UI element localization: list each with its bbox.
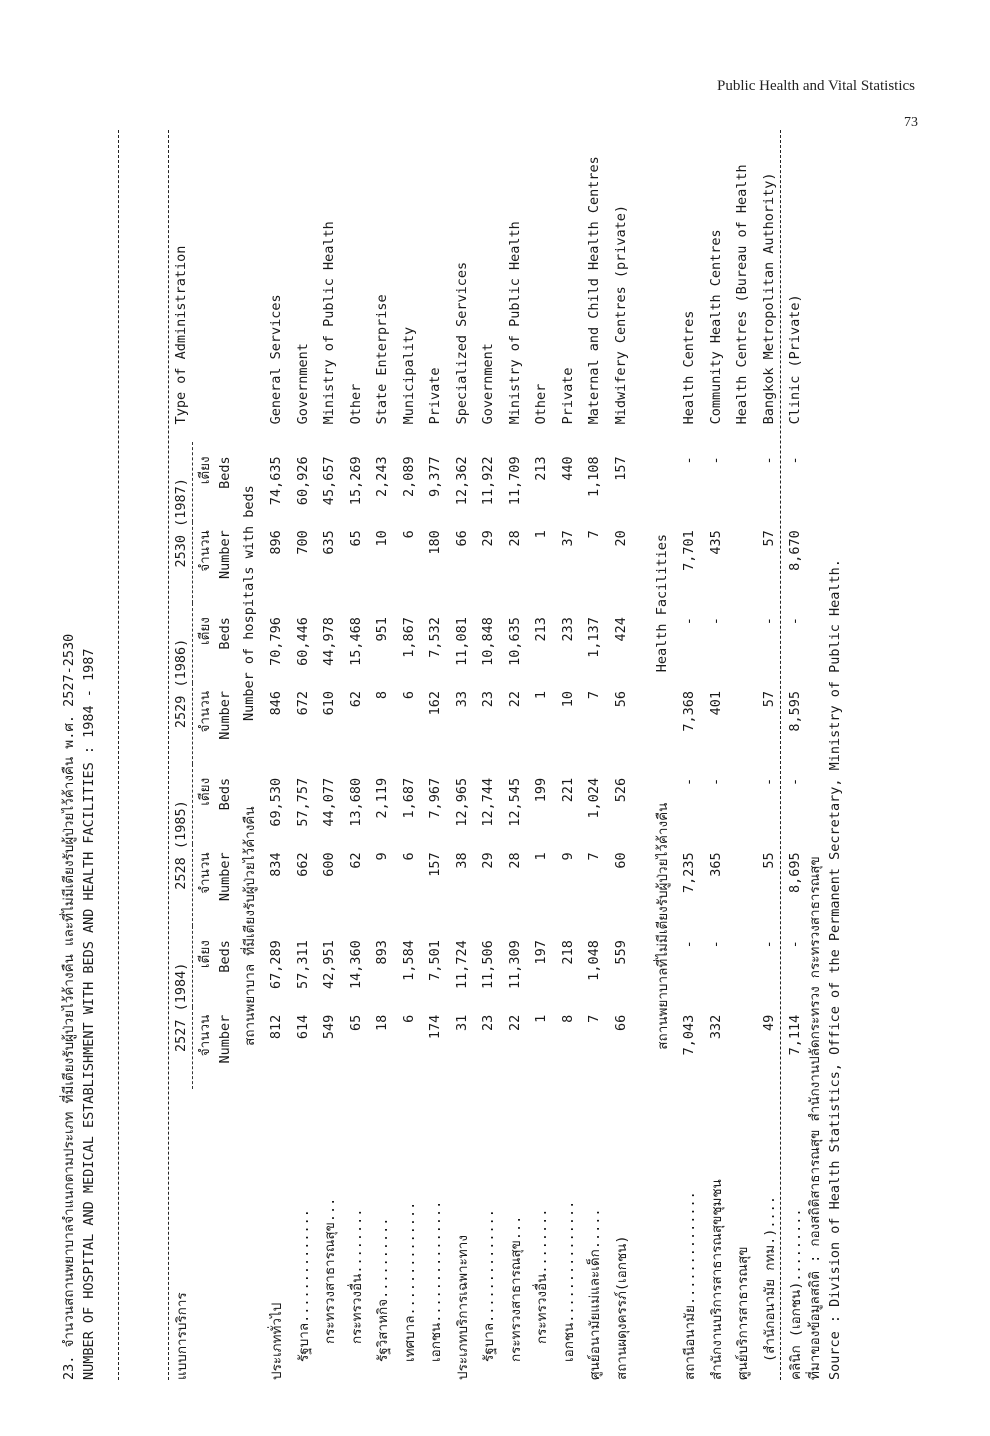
table-cell: 20	[612, 530, 629, 547]
table-cell: -	[707, 777, 724, 786]
table-cell: 424	[612, 617, 629, 642]
table-cell: 57	[760, 530, 777, 547]
table-cell: 896	[268, 530, 285, 555]
table-row	[502, 120, 529, 1380]
table-cell: 2,089	[400, 456, 417, 498]
table-row	[676, 120, 703, 1380]
table-cell: 18	[374, 1014, 391, 1031]
header-beds-thai: เตียง	[197, 617, 213, 645]
table-row	[396, 120, 423, 1380]
table-cell: 8,695	[787, 852, 804, 893]
table-row	[422, 120, 449, 1380]
row-label-thai: กระทรวงสาธารณสุข...	[322, 1197, 339, 1344]
table-cell: 834	[268, 852, 285, 877]
header-number-thai: จำนวน	[197, 1014, 213, 1057]
table-cell	[729, 603, 756, 683]
table-row	[343, 120, 370, 1380]
header-number-thai: จำนวน	[197, 530, 213, 572]
table-cell: 162	[427, 690, 444, 716]
table-cell: 7,532	[427, 617, 444, 658]
table-title	[60, 140, 100, 1380]
table-cell: 614	[294, 1014, 311, 1040]
table-cell: 812	[268, 1014, 285, 1040]
rotated-table-page	[60, 120, 860, 1380]
table-cell: 15,468	[347, 617, 364, 666]
table-cell: 221	[559, 777, 576, 803]
table-cell: -	[681, 456, 698, 465]
table-cell: 1,108	[586, 456, 603, 498]
table-cell: 846	[268, 690, 285, 716]
row-label-english: Health Centres (Bureau of Health	[734, 164, 751, 425]
table-cell: 1,867	[400, 617, 417, 658]
table-cell: 11,922	[480, 456, 497, 506]
table-cell: 33	[453, 690, 470, 708]
header-year: 2527 (1984)	[170, 926, 193, 1088]
table-cell: 62	[347, 690, 364, 708]
table-cell: 365	[707, 852, 724, 877]
table-cell: 435	[707, 530, 724, 555]
table-cell: 600	[321, 852, 338, 877]
table-cell: -	[760, 456, 777, 465]
table-cell: 6	[400, 690, 417, 700]
header-blank	[193, 1089, 216, 1380]
header-blank	[193, 120, 216, 442]
table-row	[555, 120, 582, 1380]
header-year: 2529 (1986)	[170, 603, 193, 764]
table-cell: -	[707, 617, 724, 626]
header-beds-thai: เตียง	[197, 456, 213, 485]
table-cell: 7	[586, 852, 603, 861]
table-row	[756, 120, 783, 1380]
table-cell: 213	[533, 456, 550, 481]
header-beds-thai: เตียง	[197, 940, 213, 969]
table-cell: 60,926	[294, 456, 311, 506]
table-cell: 23	[480, 690, 497, 708]
section-label-thai: สถานพยาบาล ที่มีเตียงรับผู้ป่วยไว้ค้างคืน	[242, 806, 258, 1046]
row-label-thai: คลินิก (เอกชน).........	[788, 1208, 805, 1380]
table-cell: 66	[612, 1014, 629, 1031]
table-cell: 38	[453, 852, 470, 869]
header-beds-thai: เตียง	[197, 777, 213, 806]
table-cell: 2,243	[374, 456, 391, 498]
table-cell: 559	[612, 940, 629, 965]
table-cell: 8,595	[787, 690, 804, 732]
row-label-english: Municipality	[400, 326, 417, 425]
table-cell: -	[707, 456, 724, 465]
table-cell	[729, 683, 756, 764]
row-label-english: Community Health Centres	[707, 229, 724, 425]
table-cell: -	[787, 617, 804, 626]
row-label-english: General Services	[268, 294, 285, 425]
table-cell: 49	[760, 1014, 777, 1031]
table-cell: 10	[559, 690, 576, 708]
table-cell: 6	[400, 852, 417, 861]
table-cell: 610	[321, 690, 338, 716]
table-row	[316, 120, 343, 1380]
table-cell: 29	[480, 852, 497, 869]
table-cell: 12,362	[453, 456, 470, 506]
table-cell	[729, 1007, 756, 1089]
table-cell: 11,309	[506, 940, 523, 989]
table-cell: 1	[533, 852, 550, 861]
header-year: 2528 (1985)	[170, 764, 193, 926]
row-label-thai: สำนักงานบริการสาธารณสุขชุมชน	[708, 1179, 725, 1380]
table-cell: -	[760, 940, 777, 949]
table-cell: 1,687	[400, 777, 417, 819]
row-label-thai: เอกชน...............	[428, 1200, 445, 1362]
header-years-row	[170, 120, 193, 1380]
row-label-english: Ministry of Public Health	[506, 221, 523, 425]
table-cell: 28	[506, 530, 523, 547]
table-cell: 8,670	[787, 530, 804, 571]
table-cell: 6	[400, 1014, 417, 1023]
table-cell: -	[787, 456, 804, 465]
row-label-thai: เอกชน...............	[560, 1200, 577, 1362]
row-label-thai: ประเภทบริการเฉพาะทาง	[454, 1235, 471, 1380]
table-cell: 60	[612, 852, 629, 869]
table-cell: -	[760, 777, 777, 786]
row-label-thai: เทศบาล..............	[401, 1201, 418, 1362]
table-cell: 57	[760, 690, 777, 708]
top-rule	[118, 130, 119, 1380]
header-col-english: Type of Administration	[173, 245, 190, 425]
row-label-english: Clinic (Private)	[787, 294, 804, 425]
table-cell: 218	[559, 940, 576, 965]
header-beds-english: Beds	[217, 940, 233, 973]
table-cell: 233	[559, 617, 576, 642]
row-label-thai: รัฐวิสาหกิจ..........	[375, 1217, 392, 1362]
row-label-english: Bangkok Metropolitan Authority)	[760, 172, 777, 425]
table-row	[703, 120, 730, 1380]
source-notes	[805, 559, 845, 1380]
table-cell: 23	[480, 1014, 497, 1031]
table-cell: 12,545	[506, 777, 523, 827]
table-cell: -	[681, 777, 698, 786]
table-cell: 213	[533, 617, 550, 642]
row-label-english: Other	[347, 383, 364, 425]
table-cell: 62	[347, 852, 364, 869]
table-cell: 42,951	[321, 940, 338, 989]
row-label-thai: สถานผดุงครรภ์(เอกชน)	[613, 1235, 630, 1380]
table-cell: 332	[707, 1014, 724, 1040]
spacer-row	[634, 120, 648, 1380]
title-english: NUMBER OF HOSPITAL AND MEDICAL ESTABLISHMENT WITH BEDS AND HEALTH FACILITIES : 1984 - 1987	[81, 648, 97, 1380]
row-label-english: Government	[294, 343, 311, 425]
table-cell: 44,077	[321, 777, 338, 827]
table-cell: 74,635	[268, 456, 285, 506]
header-number-english: Number	[217, 852, 233, 902]
header-number-english: Number	[217, 690, 233, 740]
header-year: 2530 (1987)	[170, 442, 193, 603]
table-cell	[729, 764, 756, 845]
section-blank	[648, 120, 676, 442]
section-blank	[235, 1089, 263, 1380]
table-cell: 1,137	[586, 617, 603, 658]
running-head: Public Health and Vital Statistics	[717, 78, 915, 94]
table-cell	[729, 926, 756, 1007]
header-sub-thai-row	[193, 120, 216, 1380]
header-number-english: Number	[217, 1014, 233, 1064]
table-cell: 12,965	[453, 777, 470, 827]
table-cell: 1	[533, 1014, 550, 1023]
table-cell: 672	[294, 690, 311, 716]
table-row	[369, 120, 396, 1380]
table-cell: 1,024	[586, 777, 603, 819]
section-blank	[235, 120, 263, 442]
row-label-thai: รัฐบาล..............	[295, 1209, 312, 1362]
header-sub-english-row	[215, 120, 235, 1380]
table-cell: 44,978	[321, 617, 338, 666]
table-row	[608, 120, 635, 1380]
header-col-thai: แบบการบริการ	[174, 1292, 191, 1380]
row-label-english: Ministry of Public Health	[321, 221, 338, 425]
table-cell: 57,311	[294, 940, 311, 989]
table-cell	[729, 844, 756, 926]
row-label-thai: (สำนักอนามัย กทม.)....	[761, 1196, 778, 1362]
header-beds-english: Beds	[217, 777, 233, 811]
table-cell: 1	[533, 530, 550, 539]
source-english: Source : Division of Health Statistics, Office of the Permanent Secretary, Ministry of Public Health.	[827, 559, 843, 1380]
table-cell: 11,724	[453, 940, 470, 989]
section-blank	[648, 1089, 676, 1380]
table-cell: 66	[453, 530, 470, 547]
table-cell: 9	[374, 852, 391, 861]
table-cell: 401	[707, 690, 724, 716]
row-label-english: Private	[559, 367, 576, 425]
table-cell: 635	[321, 530, 338, 555]
table-cell: -	[787, 777, 804, 786]
table-cell: 10,635	[506, 617, 523, 666]
table-cell: 180	[427, 530, 444, 555]
row-label-english: Health Centres	[681, 310, 698, 425]
section-label-english: Number of hospitals with beds	[241, 485, 257, 721]
row-label-thai: กระทรวงสาธารณสุข...	[507, 1215, 524, 1362]
table-cell: 7,368	[681, 690, 698, 732]
table-cell: 951	[374, 617, 391, 642]
section-label-english: Health Facilities	[654, 534, 670, 673]
table-row	[475, 120, 502, 1380]
table-cell: 56	[612, 690, 629, 708]
table-cell: 1,584	[400, 940, 417, 981]
table-cell: 526	[612, 777, 629, 803]
table-row	[729, 120, 756, 1380]
row-label-thai: รัฐบาล..............	[481, 1209, 498, 1362]
table-cell: 662	[294, 852, 311, 877]
table-row	[581, 120, 608, 1380]
table-cell: 11,709	[506, 456, 523, 506]
table-cell: 22	[506, 1014, 523, 1031]
header-blank	[215, 120, 235, 442]
table-cell: 8	[374, 690, 391, 700]
page-number: 73	[904, 115, 918, 130]
table-cell: -	[760, 617, 777, 626]
header-number-thai: จำนวน	[197, 690, 213, 733]
table-cell: 7	[586, 690, 603, 700]
row-label-english: State Enterprise	[374, 294, 391, 425]
table-cell: -	[681, 617, 698, 626]
row-label-english: Other	[533, 383, 550, 425]
table-cell: 197	[533, 940, 550, 965]
row-label-thai: ศูนย์บริการสาธารณสุข	[735, 1246, 752, 1380]
table-row	[290, 120, 317, 1380]
header-rule	[168, 130, 169, 1380]
row-label-english: Maternal and Child Health Centres	[586, 156, 603, 425]
table-cell: 2,119	[374, 777, 391, 819]
table-cell: 11,506	[480, 940, 497, 989]
section-heading-row	[648, 120, 676, 1380]
table-cell: 893	[374, 940, 391, 965]
table-cell: 700	[294, 530, 311, 555]
row-label-thai: ประเภททั่วไป	[269, 1302, 286, 1380]
table-cell: 7,501	[427, 940, 444, 981]
header-blank	[215, 1089, 235, 1380]
table-cell: 70,796	[268, 617, 285, 666]
table-cell: 157	[612, 456, 629, 481]
table-cell: 29	[480, 530, 497, 547]
header-beds-english: Beds	[217, 456, 233, 489]
section-heading-row	[235, 120, 263, 1380]
table-cell: 8	[559, 1014, 576, 1023]
table-cell: 14,360	[347, 940, 364, 989]
row-label-english: Specialized Services	[453, 261, 470, 425]
header-number-thai: จำนวน	[197, 852, 213, 894]
table-cell: -	[707, 940, 724, 949]
table-cell: 67,289	[268, 940, 285, 989]
table-cell: 45,657	[321, 456, 338, 506]
table-cell: 13,680	[347, 777, 364, 827]
table-cell: 11,081	[453, 617, 470, 666]
table-cell: -	[787, 940, 804, 949]
table-row	[528, 120, 555, 1380]
table-cell: 7,043	[681, 1014, 698, 1056]
row-label-thai: ศูนย์อนามัยแม่และเด็ก.....	[587, 1208, 604, 1380]
table-cell: 1,048	[586, 940, 603, 981]
table-cell: 31	[453, 1014, 470, 1031]
table-cell	[729, 522, 756, 603]
table-cell: 22	[506, 690, 523, 708]
table-cell: 9	[559, 852, 576, 861]
table-cell: 1	[533, 690, 550, 700]
table-cell: 157	[427, 852, 444, 877]
table-cell: 60,446	[294, 617, 311, 666]
section-label-thai: สถานพยาบาลที่ไม่มีเตียงรับผู้ป่วยไว้ค้างคืน	[655, 802, 671, 1050]
table-cell: 55	[760, 852, 777, 869]
table-cell: 9,377	[427, 456, 444, 498]
table-cell: 174	[427, 1014, 444, 1040]
table-cell: 37	[559, 530, 576, 547]
row-label-english: Private	[427, 367, 444, 425]
table-cell: 549	[321, 1014, 338, 1040]
table-cell: 199	[533, 777, 550, 803]
row-label-thai: สถานีอนามัย..............	[682, 1191, 699, 1380]
table-cell	[729, 442, 756, 522]
table-row	[263, 120, 290, 1380]
table-row	[449, 120, 476, 1380]
table-cell: 15,269	[347, 456, 364, 506]
table-cell: 65	[347, 530, 364, 547]
row-label-thai: กระทรวงอื่น........	[534, 1208, 551, 1344]
table-cell: 440	[559, 456, 576, 481]
title-thai: 23. จำนวนสถานพยาบาลจำแนกตามประเภท ที่มีเตียงรับผู้ป่วยไว้ค้างคืน และที่ไม่มีเตียงรับผู้ป่วยไว้ค้างคืน พ.ศ. 2527-2530	[61, 633, 77, 1380]
table-cell: 10,848	[480, 617, 497, 666]
table-cell: 28	[506, 852, 523, 869]
table-cell: 7	[586, 1014, 603, 1023]
table-cell: 65	[347, 1014, 364, 1031]
table-cell: 69,530	[268, 777, 285, 827]
data-table	[170, 120, 809, 1380]
header-beds-english: Beds	[217, 617, 233, 650]
row-label-english: Government	[480, 343, 497, 425]
table-cell: 10	[374, 530, 391, 547]
table-cell: 57,757	[294, 777, 311, 827]
source-thai: ที่มาของข้อมูลสถิติ : กองสถิติสาธารณสุข สำนักงานปลัดกระทรวง กระทรวงสาธารณสุข	[807, 856, 823, 1380]
table-cell: 6	[400, 530, 417, 539]
table-cell: 7,235	[681, 852, 698, 893]
row-label-thai: กระทรวงอื่น........	[348, 1208, 365, 1344]
row-label-english: Midwifery Centres (private)	[612, 204, 629, 425]
table-cell: 7,114	[787, 1014, 804, 1056]
table-cell: 7,967	[427, 777, 444, 819]
table-cell: 7	[586, 530, 603, 539]
table-cell: 12,744	[480, 777, 497, 827]
table-cell: -	[681, 940, 698, 949]
header-number-english: Number	[217, 530, 233, 580]
table-cell: 7,701	[681, 530, 698, 571]
